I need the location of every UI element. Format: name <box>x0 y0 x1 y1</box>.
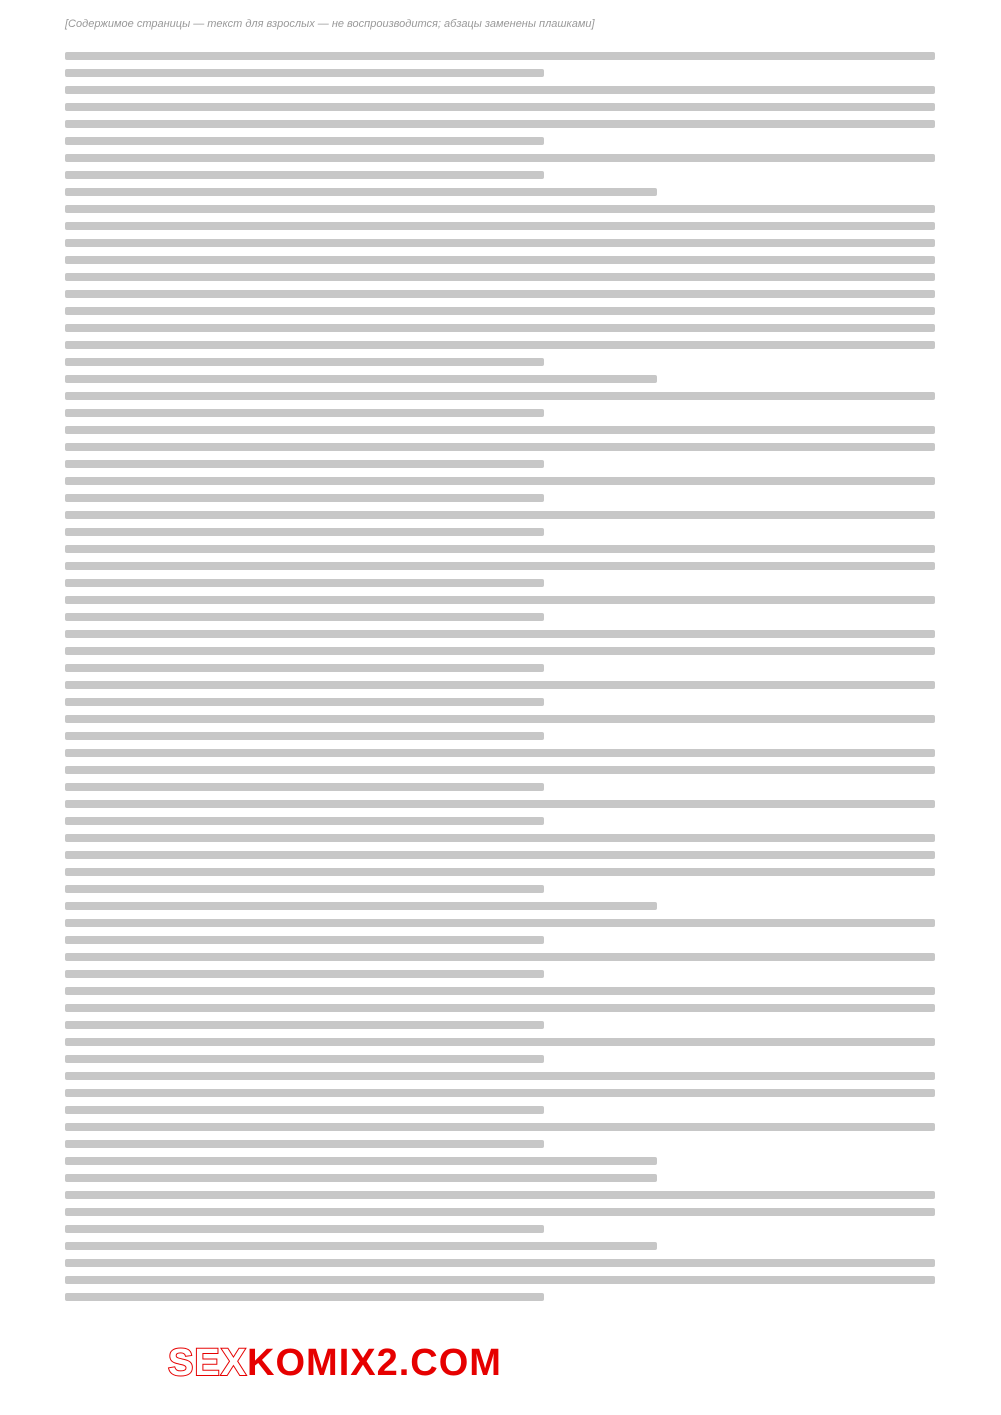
redacted-text-line <box>65 324 935 332</box>
redacted-paragraph <box>65 392 935 417</box>
redacted-text-line <box>65 1225 544 1233</box>
redacted-text-line <box>65 1242 657 1250</box>
redacted-paragraph <box>65 596 935 621</box>
redacted-text-line <box>65 86 935 94</box>
redacted-text-line <box>65 137 544 145</box>
redacted-text-line <box>65 1021 544 1029</box>
redacted-paragraph <box>65 1072 935 1114</box>
body-text-area <box>65 52 935 1310</box>
redacted-text-line <box>65 1276 935 1284</box>
redacted-text-line <box>65 936 544 944</box>
redacted-text-line <box>65 120 935 128</box>
redacted-text-line <box>65 562 935 570</box>
redacted-text-line <box>65 698 544 706</box>
redacted-text-line <box>65 1004 935 1012</box>
redacted-text-line <box>65 171 544 179</box>
redacted-paragraph <box>65 1259 935 1301</box>
redacted-text-line <box>65 970 544 978</box>
redacted-text-line <box>65 1293 544 1301</box>
redacted-text-line <box>65 188 657 196</box>
redacted-text-line <box>65 732 544 740</box>
redacted-text-line <box>65 443 935 451</box>
redacted-text-line <box>65 511 935 519</box>
redacted-text-line <box>65 256 935 264</box>
redacted-paragraph <box>65 188 935 196</box>
redacted-text-line <box>65 69 544 77</box>
redacted-text-line <box>65 1208 935 1216</box>
redacted-paragraph <box>65 953 935 978</box>
redacted-paragraph <box>65 1191 935 1233</box>
redacted-text-line <box>65 426 935 434</box>
redacted-text-line <box>65 953 935 961</box>
redacted-text-line <box>65 290 935 298</box>
redacted-text-line <box>65 664 544 672</box>
redacted-text-line <box>65 239 935 247</box>
redacted-paragraph <box>65 919 935 944</box>
redacted-text-line <box>65 902 657 910</box>
site-logo-solid-text: KOMIX2.COM <box>247 1342 502 1384</box>
redacted-paragraph <box>65 511 935 536</box>
redacted-text-line <box>65 307 935 315</box>
redacted-text-line <box>65 766 935 774</box>
redacted-text-line <box>65 681 935 689</box>
redacted-text-line <box>65 494 544 502</box>
redacted-paragraph <box>65 715 935 740</box>
redacted-paragraph <box>65 1038 935 1063</box>
redaction-notice: [Содержимое страницы — текст для взрослых — не воспроизводится; абзацы заменены плашками] <box>65 18 595 30</box>
redacted-text-line <box>65 1157 657 1165</box>
redacted-text-line <box>65 358 544 366</box>
redacted-text-line <box>65 596 935 604</box>
redacted-paragraph <box>65 375 935 383</box>
redacted-text-line <box>65 1038 935 1046</box>
redacted-paragraph <box>65 749 935 791</box>
redacted-paragraph <box>65 800 935 825</box>
redacted-text-line <box>65 1123 935 1131</box>
redacted-text-line <box>65 1089 935 1097</box>
redacted-text-line <box>65 783 544 791</box>
redacted-paragraph <box>65 630 935 672</box>
redacted-paragraph <box>65 205 935 366</box>
redacted-text-line <box>65 800 935 808</box>
redacted-text-line <box>65 477 935 485</box>
redacted-paragraph <box>65 545 935 587</box>
redacted-text-line <box>65 341 935 349</box>
redacted-text-line <box>65 817 544 825</box>
redacted-text-line <box>65 103 935 111</box>
redacted-text-line <box>65 1072 935 1080</box>
redacted-text-line <box>65 1140 544 1148</box>
redacted-text-line <box>65 375 657 383</box>
redacted-paragraph <box>65 1123 935 1148</box>
redacted-text-line <box>65 1191 935 1199</box>
redacted-text-line <box>65 834 935 842</box>
redacted-text-line <box>65 528 544 536</box>
redacted-paragraph <box>65 477 935 502</box>
redacted-text-line <box>65 987 935 995</box>
redacted-text-line <box>65 579 544 587</box>
redacted-paragraph <box>65 154 935 179</box>
redacted-paragraph <box>65 86 935 145</box>
redacted-text-line <box>65 715 935 723</box>
redacted-text-line <box>65 885 544 893</box>
redacted-text-line <box>65 273 935 281</box>
redacted-text-line <box>65 545 935 553</box>
redacted-text-line <box>65 409 544 417</box>
site-logo-outline-text: SEX <box>168 1342 248 1384</box>
redacted-text-line <box>65 392 935 400</box>
redacted-text-line <box>65 52 935 60</box>
redacted-paragraph <box>65 902 935 910</box>
redacted-paragraph <box>65 834 935 893</box>
redacted-text-line <box>65 919 935 927</box>
redacted-text-line <box>65 749 935 757</box>
redacted-text-line <box>65 1259 935 1267</box>
redacted-text-line <box>65 868 935 876</box>
redacted-text-line <box>65 1055 544 1063</box>
redacted-text-line <box>65 851 935 859</box>
redacted-text-line <box>65 154 935 162</box>
redacted-paragraph <box>65 52 935 77</box>
redacted-paragraph <box>65 1242 935 1250</box>
redacted-text-line <box>65 222 935 230</box>
redacted-paragraph <box>65 1174 935 1182</box>
redacted-text-line <box>65 1106 544 1114</box>
redacted-paragraph <box>65 426 935 468</box>
redacted-text-line <box>65 1174 657 1182</box>
redacted-text-line <box>65 613 544 621</box>
site-logo <box>168 1342 502 1385</box>
redacted-text-line <box>65 460 544 468</box>
redacted-text-line <box>65 630 935 638</box>
redacted-text-line <box>65 205 935 213</box>
redacted-paragraph <box>65 987 935 1029</box>
redacted-paragraph <box>65 1157 935 1165</box>
redacted-paragraph <box>65 681 935 706</box>
redacted-text-line <box>65 647 935 655</box>
